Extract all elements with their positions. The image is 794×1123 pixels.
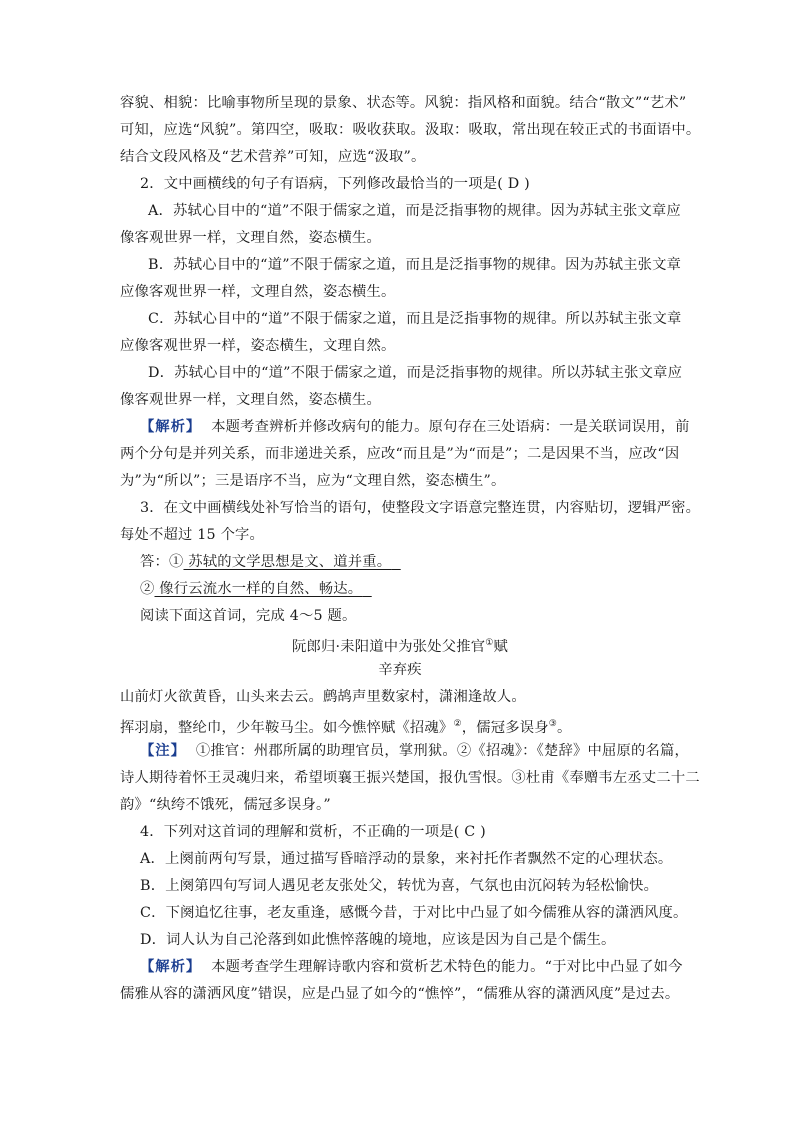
question-4-stem: 4．下列对这首词的理解和赏析，不正确的一项是( C ) [140, 824, 486, 840]
answer-prefix-2: ② [140, 581, 155, 597]
question-3-stem-line2: 每处不超过 15 个字。 [120, 527, 265, 543]
analysis-text: 本题考查辨析并修改病句的能力。原句存在三处语病：一是关联词误用，前 [211, 419, 690, 435]
notes-label: 【注】 [140, 743, 186, 759]
q4-analysis-line2: 儒雅从容的潇洒风度”错误，应是凸显了如今的“憔悴”，“儒雅从容的潇洒风度”是过去。 [120, 986, 680, 1002]
q4-option-b: B．上阕第四句写词人遇见老友张处父，转忧为喜，气氛也由沉闷转为轻松愉快。 [140, 878, 659, 894]
q4-option-d: D．词人认为自己沦落到如此憔悴落魄的境地，应该是因为自己是个儒生。 [140, 932, 616, 948]
q2-option-d-line1: D．苏轼心目中的“道”不限于儒家之道，而是泛指事物的规律。所以苏轼主张文章应 [148, 365, 683, 381]
notes-line2: 诗人期待着怀王灵魂归来，希望顷襄王振兴楚国，报仇雪恨。③杜甫《奉赠韦左丞丈二十二 [120, 770, 700, 786]
reading-intro: 阅读下面这首词，完成 4～5 题。 [140, 608, 357, 624]
q3-answer-1 [120, 549, 680, 576]
text-line: 可知，应选“风貌”。第四空，吸取：吸收获取。汲取：吸取，常出现在较正式的书面语中。 [120, 122, 701, 138]
question-3-stem-line1: 3．在文中画横线处补写恰当的语句，使整段文字语意完整连贯，内容贴切，逻辑严密。 [140, 500, 701, 516]
note-mark: ② [453, 719, 462, 729]
question-2-stem: 2．文中画横线的句子有语病，下列修改最恰当的一项是( D ) [140, 176, 530, 192]
q4-option-a: A．上阕前两句写景，通过描写昏暗浮动的景象，来衬托作者飘然不定的心理状态。 [140, 851, 673, 867]
answer-blank-1: 苏轼的文学思想是文、道并重。 [183, 554, 392, 570]
q2-option-c-line2: 应像客观世界一样，姿态横生，文理自然。 [120, 338, 396, 354]
notes-line1: 【注】 ①推官：州郡所属的助理官员，掌刑狱。②《招魂》：《楚辞》中屈原的名篇， [140, 743, 689, 759]
analysis-label: 【解析】 [140, 959, 202, 975]
q4-option-c: C．下阕追忆往事，老友重逢，感慨今昔，于对比中凸显了如今儒雅从容的潇洒风度。 [140, 905, 688, 921]
q4-analysis-line1: 【解析】 本题考查学生理解诗歌内容和赏析艺术特色的能力。“于对比中凸显了如今 [140, 959, 683, 975]
q2-analysis-line2: 两个分句是并列关系，而非递进关系，应改“而且是”为“而是”；二是因果不当，应改“因 [120, 446, 680, 462]
q2-analysis-line1 [120, 414, 690, 441]
text-line: 结合文段风格及“艺术营养”可知，应选“汲取”。 [120, 149, 426, 165]
answer-prefix: 答：① [140, 554, 184, 570]
poem-line-2: 挥羽扇，整纶巾，少年鞍马尘。如今憔悴赋《招魂》②，儒冠多误身③。 [120, 719, 572, 736]
q2-analysis-line3: 为”为“所以”；三是语序不当，应为“文理自然，姿态横生”。 [120, 473, 506, 489]
notes-line3: 韵》“纨绔不饿死，儒冠多误身。” [120, 797, 331, 813]
text-line: 容貌、相貌：比喻事物所呈现的景象、状态等。风貌：指风格和面貌。结合“散文”“艺术” [120, 95, 687, 111]
poem-title: 阮郎归·耒阳道中为张处父推官①赋 [292, 638, 508, 655]
note-mark: ① [485, 638, 494, 648]
note-mark: ③ [548, 719, 557, 729]
answer-blank-2: 像行云流水一样的自然、畅达。 [154, 581, 363, 597]
poem-author: 辛弃疾 [378, 662, 422, 678]
q2-option-b-line1: B．苏轼心目中的“道”不限于儒家之道，而且是泛指事物的规律。因为苏轼主张文章 [148, 257, 682, 273]
q2-option-a-line1: A．苏轼心目中的“道”不限于儒家之道，而是泛指事物的规律。因为苏轼主张文章应 [148, 203, 681, 219]
q2-option-b-line2: 应像客观世界一样，文理自然，姿态横生。 [120, 284, 396, 300]
q3-answer-2 [120, 576, 680, 603]
poem-line-1: 山前灯火欲黄昏，山头来去云。鹧鸪声里数家村，潇湘逢故人。 [120, 689, 526, 705]
analysis-label: 【解析】 [140, 419, 202, 435]
q2-option-a-line2: 像客观世界一样，文理自然，姿态横生。 [120, 230, 381, 246]
document-body [120, 90, 701, 1008]
q2-option-d-line2: 像客观世界一样，文理自然，姿态横生。 [120, 392, 381, 408]
q2-option-c-line1: C．苏轼心目中的“道”不限于儒家之道，而且是泛指事物的规律。所以苏轼主张文章 [148, 311, 682, 327]
